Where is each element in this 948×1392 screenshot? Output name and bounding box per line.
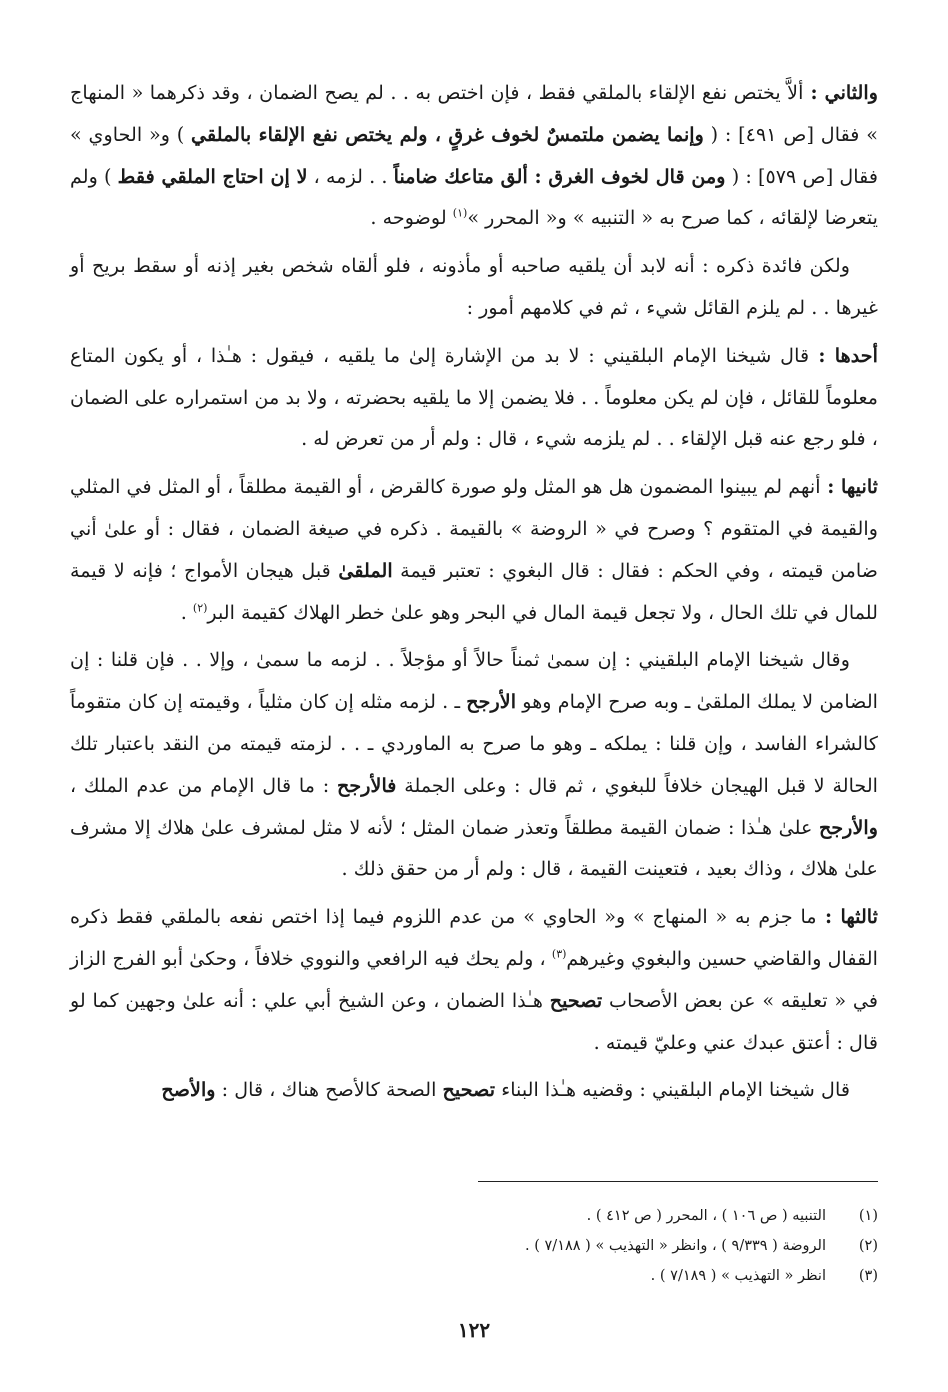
paragraph — [70, 896, 878, 1063]
text-run: الصحة كالأصح هناك ، قال : — [215, 1078, 443, 1102]
paragraph — [70, 72, 878, 239]
text-run: وقال شيخنا الإمام البلقيني : إن سمىٰ ثمناً حالاً أو مؤجلاً . . لزمه ما سمىٰ ، وإلا . . فإن قلنا : إن الضامن لا يملك الملقىٰ ـ وبه صرح الإمام وهو — [70, 648, 879, 714]
footnote-divider — [478, 1181, 878, 1182]
text-run: ) ولم يتعرضا لإلقائه ، كما صرح به « التنبيه » و« المحرر » — [70, 164, 878, 230]
text-run: ولكن فائدة ذكره : أنه لابد أن يلقيه صاحبه أو مأذونه ، فلو ألقاه شخص بغير إذنه أو سقط بريح أو غيرها . . لم يلزم القائل شيء ، ثم في كلامهم أمور : — [70, 254, 878, 319]
footnote-text: الروضة ( ٩/٣٣٩ ) ، وانظر « التهذيب » ( ٧/١٨٨ ) . — [525, 1238, 826, 1254]
bold-text: والثاني : — [803, 81, 878, 104]
text-run: ، ولم يحك فيه الرافعي والنووي خلافاً ، وحكىٰ أبو الفرج الزاز في « تعليقه » عن بعض الأصحاب — [70, 946, 878, 1012]
text-run: علىٰ هـٰذا : ضمان القيمة مطلقاً وتعذر ضمان المثل ؛ لأنه لا مثل لمشرف علىٰ هلاك إلا مشرف علىٰ هلاك ، وذاك بعيد ، فتعينت القيمة ، قال : ولم أر من حقق ذلك . — [70, 815, 878, 881]
bold-text: تصحيح — [549, 988, 603, 1012]
text-run: ما جزم به « المنهاج » و« الحاوي » من عدم اللزوم فيما إذا اختص نفعه بالملقي فقط ذكره القفال والقاضي حسين والبغوي وغيرهم — [70, 905, 878, 970]
paragraph — [70, 335, 878, 460]
footnote-text: التنبيه ( ص ١٠٦ ) ، المحرر ( ص ٤١٢ ) . — [586, 1208, 826, 1224]
text-run: أنهم لم يبينوا المضمون هل هو المثل ولو صورة كالقرض ، أو القيمة مطلقاً ، أو المثل في المثلي والقيمة في المتقوم ؟ وصرح في « الروضة » بالقيمة . ذكره في صيغة الضمان ، فقال : أو علىٰ أني ضامن قيمته ، وفي الحكم : فقال : قال البغوي : تعتبر قيمة — [70, 475, 878, 582]
paragraph — [70, 245, 878, 329]
text-run: قال شيخنا الإمام البلقيني : وقضيه هـٰذا البناء — [495, 1078, 850, 1102]
footnote-marker: (٢) — [192, 601, 208, 615]
paragraph — [70, 466, 878, 633]
footnote-text: انظر « التهذيب » ( ٧/١٨٩ ) . — [650, 1268, 826, 1284]
bold-text: والأصح — [161, 1078, 216, 1102]
text-run: ألاَّ يختص نفع الإلقاء بالملقي فقط ، فإن اختص به . . لم يصح الضمان ، وقد ذكرهما « المنهاج » فقال [ص ٤٩١] : ( — [70, 81, 878, 146]
paragraph — [70, 639, 878, 890]
page-number: ١٢٢ — [457, 1318, 491, 1342]
text-run: ) و« الحاوي » فقال [ص ٥٧٩] : ( — [70, 122, 878, 188]
text-run: : ما قال الإمام من عدم الملك ، — [70, 773, 337, 797]
text-run: . . لزمه ، — [307, 164, 394, 188]
footnote-item — [78, 1231, 878, 1261]
bold-text: ثانيها : — [820, 475, 879, 499]
text-run: . — [180, 600, 193, 624]
bold-text: وإنما يضمن ملتمسٌ لخوف غرقٍ ، ولم يختص نفع الإلقاء بالملقي — [191, 122, 704, 146]
bold-text: الملقىٰ — [338, 558, 393, 582]
footnote-marker: (١) — [452, 207, 468, 220]
bold-text: أحدها : — [809, 343, 878, 367]
bold-text: والأرجح — [818, 815, 878, 839]
text-run: قال شيخنا الإمام البلقيني : لا بد من الإشارة إلىٰ ما يلقيه ، فيقول : هـٰذا ، أو يكون المتاع معلوماً للقائل ، فإن لم يكن معلوماً . . فلا يضمن إلا ما يلقيه بحضرته ، ولا بد من استمراره على الضمان ، فلو رجع عنه قبل الإلقاء . . لم يلزمه شيء ، قال : ولم أر من تعرض له . — [70, 343, 878, 451]
text-run: قبل هيجان الأمواج ؛ فإنه لا قيمة للمال في تلك الحال ، ولا تجعل قيمة المال في البحر وهو علىٰ خطر الهلاك كقيمة البر — [70, 558, 878, 624]
paragraph — [70, 1069, 878, 1111]
bold-text: فالأرجح — [336, 773, 397, 797]
bold-text: ثالثها : — [816, 905, 878, 929]
footnote-item — [78, 1201, 878, 1231]
footnote-marker: (٣) — [551, 947, 567, 961]
body-text — [70, 72, 878, 1111]
footnote-number: (١) — [858, 1208, 878, 1224]
footnote-item — [78, 1261, 878, 1291]
text-run: لوضوحه . — [370, 206, 453, 230]
bold-text: لا إن احتاج الملقي فقط — [117, 164, 308, 188]
bold-text: تصحيح — [442, 1078, 496, 1102]
text-run: هـٰذا الضمان ، وعن الشيخ أبي علي : أنه علىٰ وجهين كما لو قال : أعتق عبدك عني وعليّ قيمته . — [70, 988, 878, 1054]
bold-text: ومن قال لخوف الغرق : ألق متاعك ضامناً — [393, 164, 726, 188]
bold-text: الأرجح — [466, 690, 517, 714]
text-run: ـ . لزمه مثله إن كان مثلياً ، وقيمته إن كان متقوماً كالشراء الفاسد ، وإن قلنا : يملكه ـ وهو ما صرح به الماوردي ـ . . لزمته قيمته من النقد باعتبار تلك الحالة لا قبل الهيجان خلافاً للبغوي ، ثم قال : وعلى الجملة — [70, 690, 878, 797]
footnote-number: (٢) — [858, 1238, 878, 1254]
footnote-number: (٣) — [858, 1268, 878, 1284]
footnotes — [78, 1201, 878, 1291]
